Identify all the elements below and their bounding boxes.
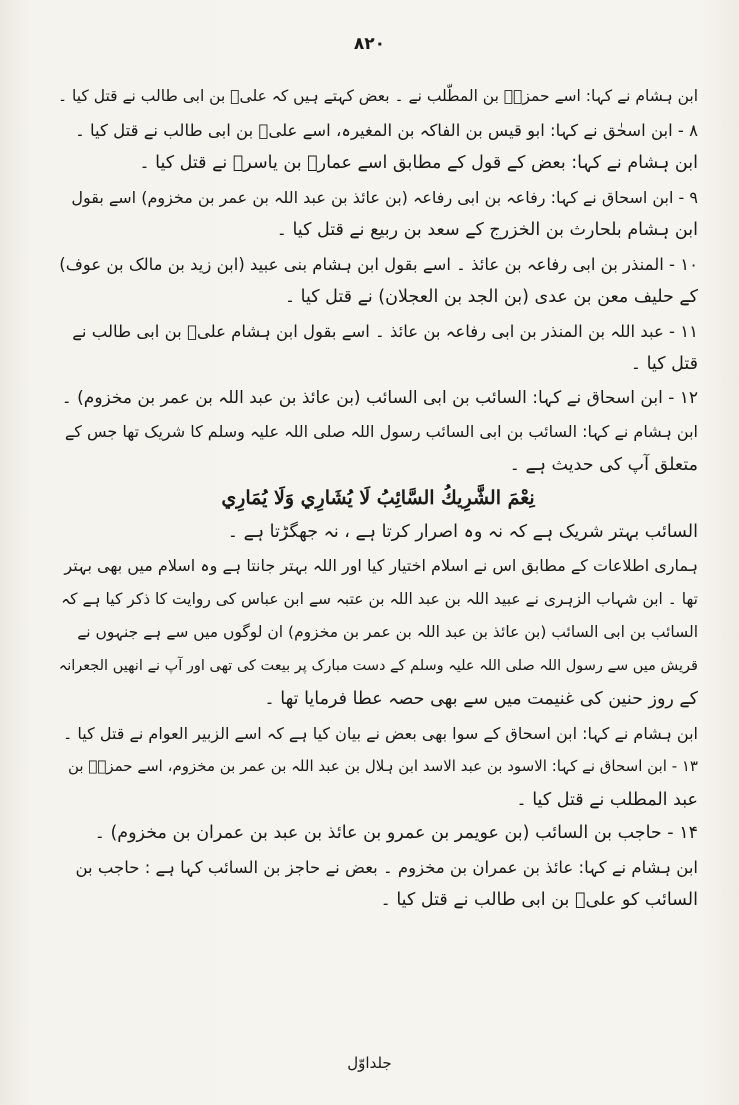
text-line: السائب کو علیؓ بن ابی طالب نے قتل کیا ۔	[380, 890, 698, 910]
text-line: ابن ہشام نے کہا: السائب بن ابی السائب رسول اللہ صلی اللہ علیہ وسلم کا شریک تھا جس کے	[64, 422, 698, 441]
text-line: السائب بن ابی السائب (بن عائذ بن عبد اللہ بن عمر بن مخزوم) ان لوگوں میں سے ہے جنہوں نے	[77, 623, 698, 641]
text-line: کے روز حنین کی غنیمت میں سے بھی حصہ عطا فرمایا تھا ۔	[264, 689, 698, 709]
text-line: السائب بہتر شریک ہے کہ نہ وہ اصرار کرتا ہے ، نہ جھگڑتا ہے ۔	[227, 521, 698, 542]
volume-label: جلداوّل	[347, 1054, 392, 1072]
hadith-quote: نِعْمَ الشَّرِيكُ السَّائِبُ لَا يُشَارِي وَلَا يُمَارِي	[221, 487, 535, 509]
text-line: تھا ۔ ابن شہاب الزہری نے عبید اللہ بن عبد اللہ بن عتبہ سے ابن عباس کی روایت کا ذکر کیا ہے کہ	[61, 589, 698, 608]
page-number: ۸۲۰	[353, 34, 386, 54]
text-line: ۱۰ - المنذر بن ابی رفاعہ بن عائذ ۔ اسے بقول ابن ہشام بنی عبید (ابن زید بن مالک بن عوف)	[59, 254, 698, 274]
text-line: قتل کیا ۔	[630, 354, 698, 374]
text-line: قریش میں سے رسول اللہ صلی اللہ علیہ وسلم کے دست مبارک پر بیعت کی تھی اور آپ نے انھیں الجعرانہ	[58, 657, 698, 674]
text-line: ۹ - ابن اسحاق نے کہا: رفاعہ بن ابی رفاعہ (بن عائذ بن عبد اللہ بن عمر بن مخزوم) اسے بقول	[71, 187, 698, 207]
text-line: ابن ہشام نے کہا: بعض کے قول کے مطابق اسے عمارؓ بن یاسرؓ نے قتل کیا ۔	[139, 153, 698, 173]
page-body	[58, 80, 698, 918]
text-line: کے حلیف معن بن عدی (بن الجد بن العجلان) نے قتل کیا ۔	[284, 287, 698, 307]
text-line: متعلق آپ کی حدیث ہے ۔	[509, 454, 698, 475]
text-line: عبد المطلب نے قتل کیا ۔	[516, 789, 698, 810]
text-line: ابن ہشام نے کہا: ابن اسحاق کے سوا بھی بعض نے بیان کیا ہے کہ اسے الزبیر العوام نے قتل کیا ۔	[62, 723, 698, 743]
text-line: ابن ہشام نے کہا: عائذ بن عمران بن مخزوم ۔ بعض نے حاجز بن السائب کہا ہے : حاجب بن	[75, 857, 698, 877]
text-line: ۸ - ابن اسحٰق نے کہا: ابو قیس بن الفاکہ بن المغیرہ، اسے علیؓ بن ابی طالب نے قتل کیا ۔	[75, 120, 698, 140]
text-line: ۱۱ - عبد اللہ بن المنذر بن ابی رفاعہ بن عائذ ۔ اسے بقول ابن ہشام علیؓ بن ابی طالب نے	[72, 321, 698, 341]
text-line: ۱۴ - حاجب بن السائب (بن عویمر بن عمرو بن عائذ بن عبد بن عمران بن مخزوم) ۔	[94, 823, 698, 843]
text-line: ۱۳ - ابن اسحاق نے کہا: الاسود بن عبد الاسد ابن ہلال بن عبد اللہ بن عمر بن مخزوم، اسے حمزۃؓ بن	[67, 757, 698, 775]
text-line: ابن ہشام نے کہا: اسے حمزۃؓ بن المطّلب نے ۔ بعض کہتے ہیں کہ علیؓ بن ابی طالب نے قتل کیا ۔	[58, 87, 698, 105]
text-line: ابن ہشام بلحارث بن الخزرج کے سعد بن ربیع نے قتل کیا ۔	[276, 220, 698, 240]
text-line: ۱۲ - ابن اسحاق نے کہا: السائب بن ابی السائب (بن عائذ بن عبد اللہ بن عمر بن مخزوم) ۔	[61, 387, 698, 408]
text-line: ہماری اطلاعات کے مطابق اس نے اسلام اختیار کیا اور اللہ بہتر جانتا ہے وہ اسلام میں بھی بہتر	[64, 556, 698, 575]
